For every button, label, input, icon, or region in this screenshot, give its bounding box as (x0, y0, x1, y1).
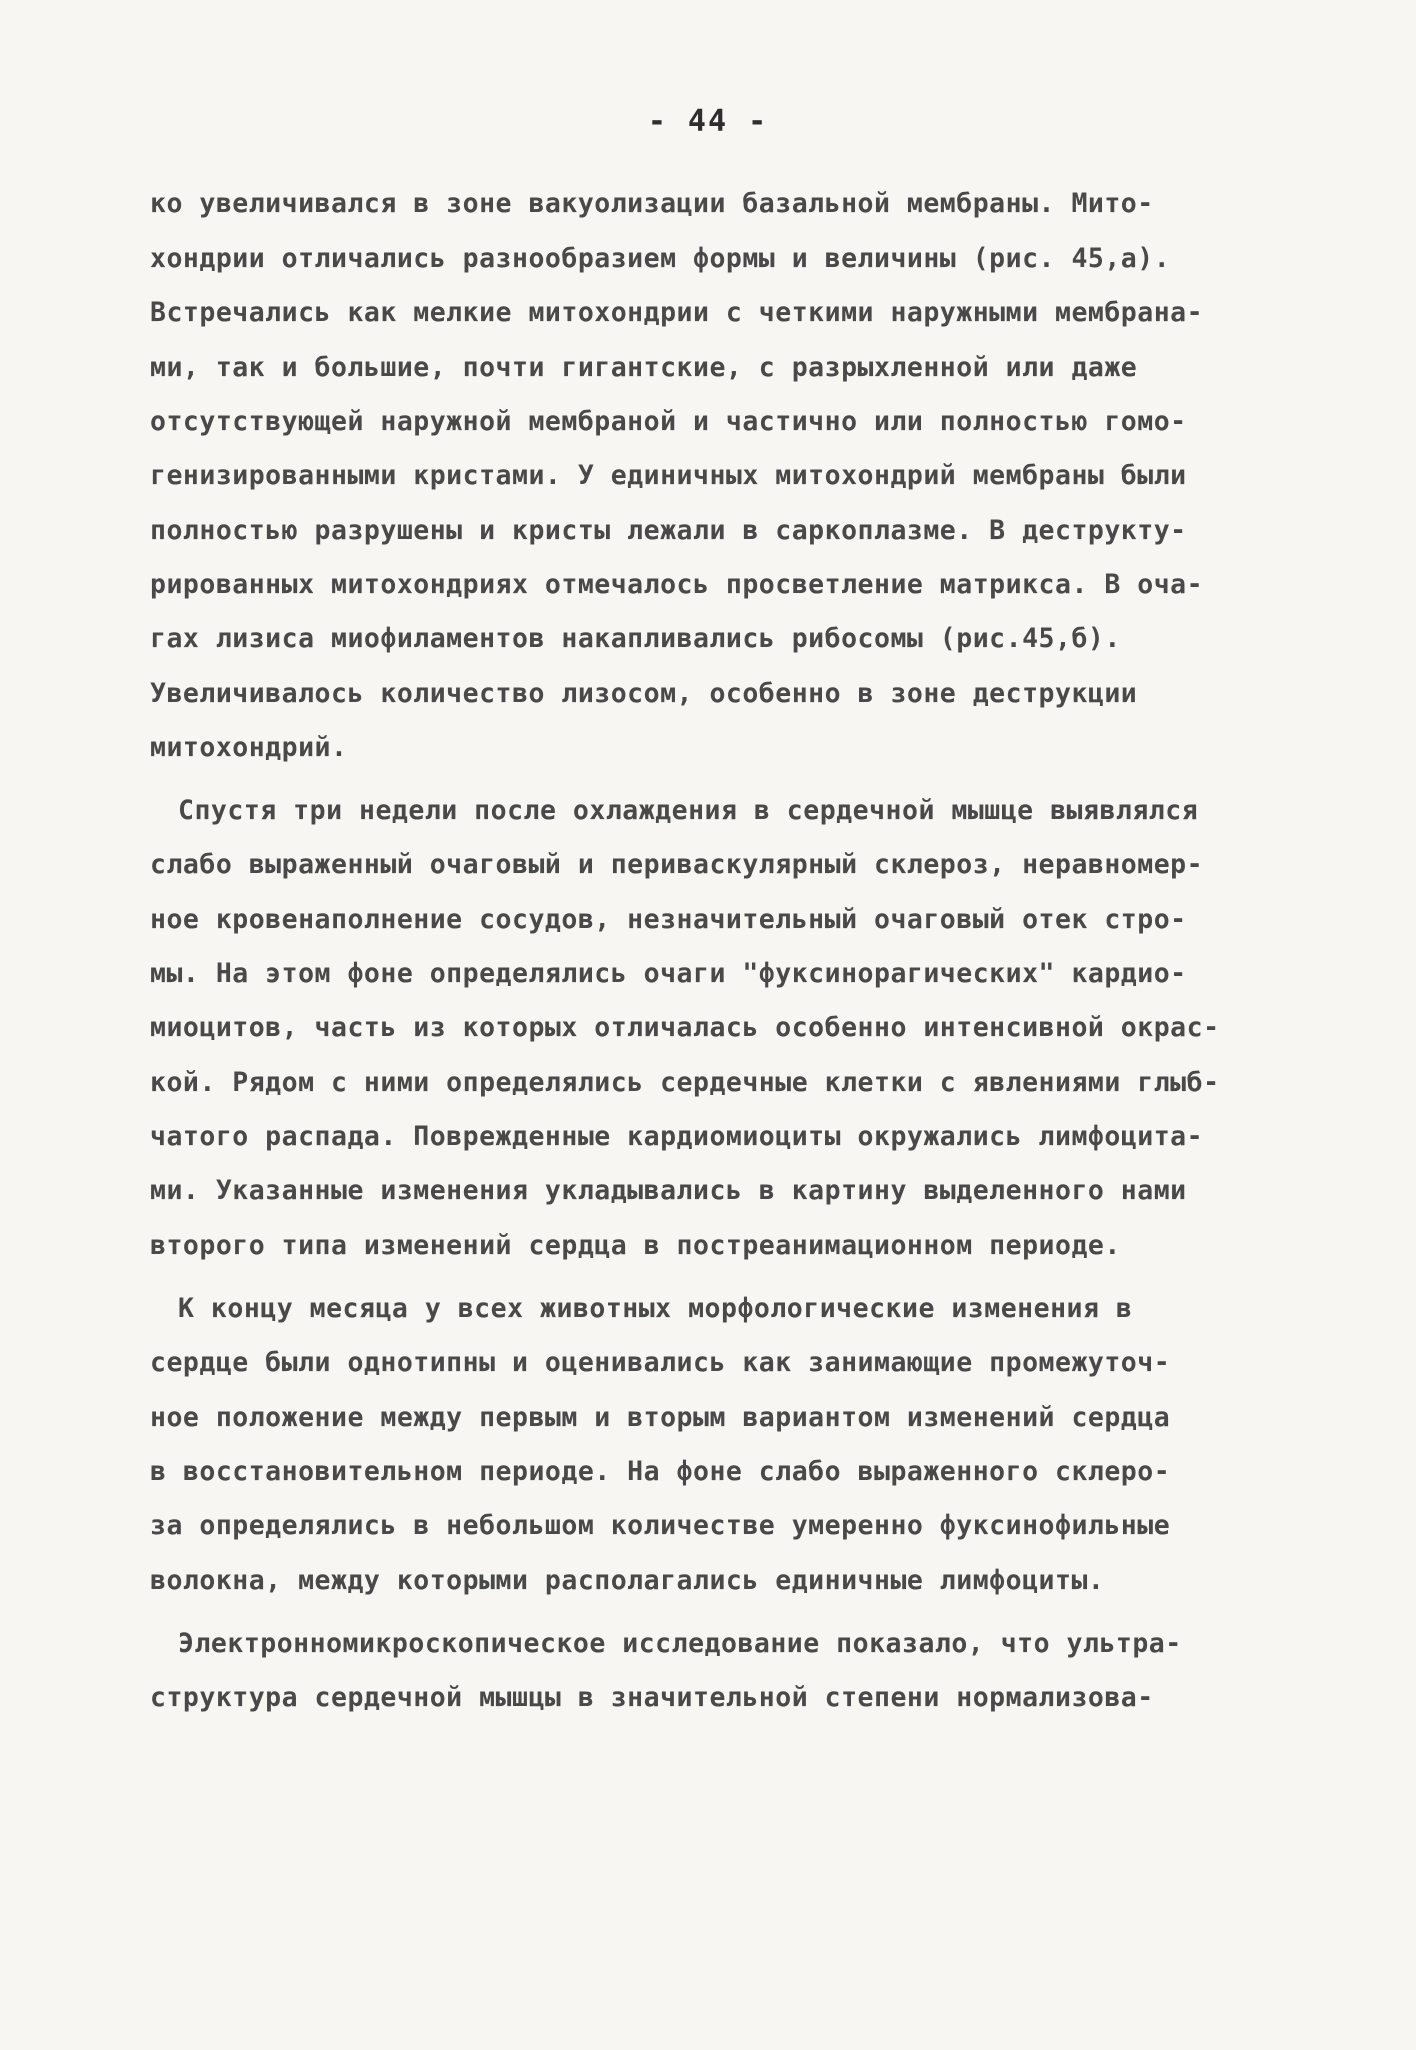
text-line: волокна, между которыми располагались единичные лимфоциты. (150, 1565, 1105, 1596)
text-line: ми, так и большие, почти гигантские, с разрыхленной или даже (150, 352, 1138, 383)
text-line: Электронномикроскопическое исследование показало, что ультра- (178, 1628, 1182, 1659)
text-line: структура сердечной мышцы в значительной степени нормализова- (150, 1682, 1154, 1713)
text-line: Спустя три недели после охлаждения в сердечной мышце выявлялся (178, 795, 1199, 826)
text-line: генизированными кристами. У единичных митохондрий мембраны были (150, 460, 1187, 491)
text-line: миоцитов, часть из которых отличалась особенно интенсивной окрас- (150, 1012, 1220, 1043)
text-line: ное кровенаполнение сосудов, незначительный очаговый отек стро- (150, 904, 1187, 935)
text-line: К концу месяца у всех животных морфологические изменения в (178, 1293, 1133, 1324)
text-line: в восстановительном периоде. На фоне слабо выраженного склеро- (150, 1456, 1171, 1487)
text-line: полностью разрушены и кристы лежали в саркоплазме. В деструкту- (150, 515, 1187, 546)
text-line: гах лизиса миофиламентов накапливались рибосомы (рис.45,б). (150, 623, 1121, 654)
text-line: ко увеличивался в зоне вакуолизации базальной мембраны. Мито- (150, 188, 1154, 219)
text-line: Увеличивалось количество лизосом, особенно в зоне деструкции (150, 678, 1138, 709)
text-line: хондрии отличались разнообразием формы и величины (рис. 45,а). (150, 243, 1171, 274)
text-line: рированных митохондриях отмечалось просветление матрикса. В оча- (150, 569, 1204, 600)
text-line: второго типа изменений сердца в постреанимационном периоде. (150, 1230, 1121, 1261)
text-line: отсутствующей наружной мембраной и частично или полностью гомо- (150, 406, 1187, 437)
text-line: Встречались как мелкие митохондрии с четкими наружными мембрана- (150, 297, 1204, 328)
text-line: чатого распада. Поврежденные кардиомиоциты окружались лимфоцита- (150, 1121, 1204, 1152)
text-line: за определялись в небольшом количестве умеренно фуксинофильные (150, 1510, 1171, 1541)
text-line: слабо выраженный очаговый и периваскулярный склероз, неравномер- (150, 849, 1204, 880)
text-line: мы. На этом фоне определялись очаги "фуксинорагических" кардио- (150, 958, 1187, 989)
text-line: сердце были однотипны и оценивались как занимающие промежуточ- (150, 1347, 1171, 1378)
text-line: митохондрий. (150, 732, 348, 763)
page-number: - 44 - (647, 104, 769, 139)
text-line: ми. Указанные изменения укладывались в картину выделенного нами (150, 1175, 1187, 1206)
text-line: кой. Рядом с ними определялись сердечные клетки с явлениями глыб- (150, 1067, 1220, 1098)
text-line: ное положение между первым и вторым вариантом изменений сердца (150, 1402, 1171, 1433)
